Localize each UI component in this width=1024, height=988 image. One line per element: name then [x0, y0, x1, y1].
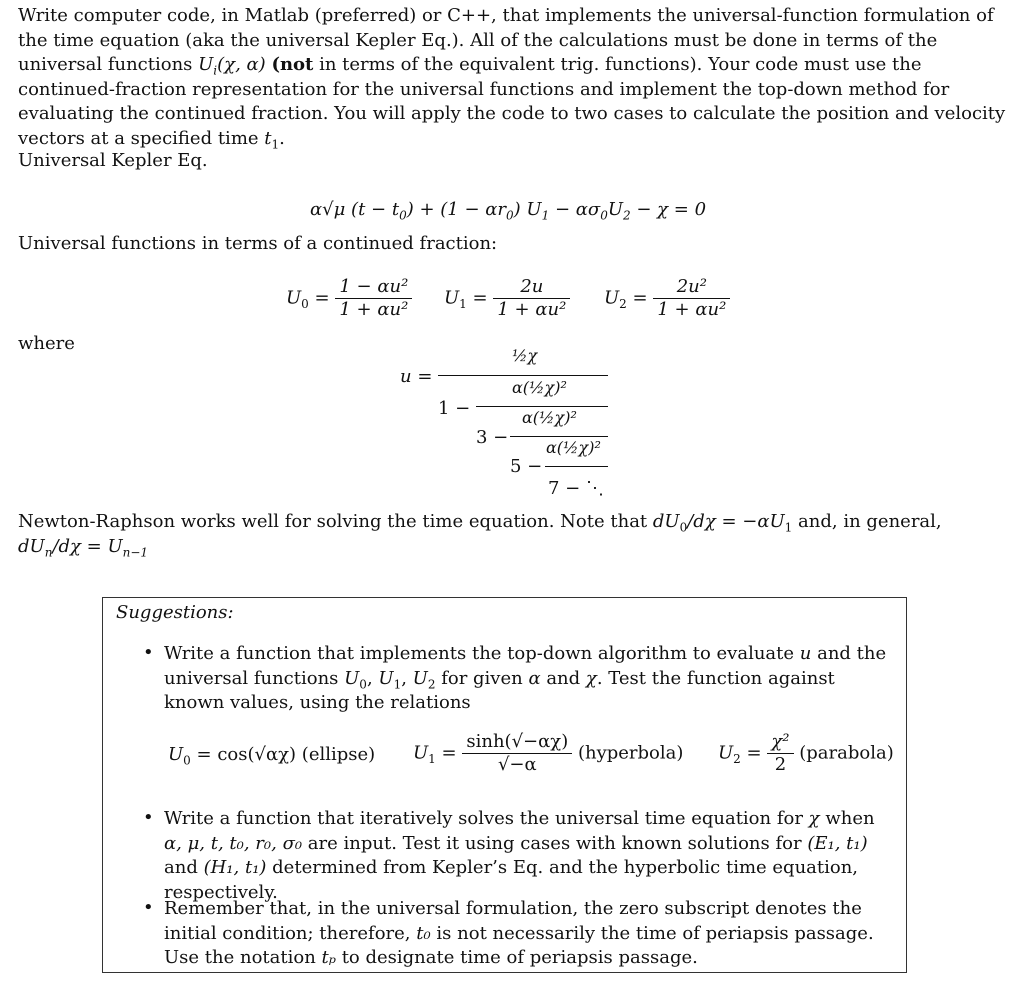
intro-fn-args: (χ, α) — [217, 54, 266, 75]
keq-c-sub: 1 — [541, 208, 550, 223]
u0-fraction — [335, 276, 412, 321]
intro-fn-sub: i — [213, 63, 218, 78]
kepler-equation — [310, 199, 707, 223]
intro-text-1: Write computer code, in Matlab (preferred) or C++, that implements the universal-function formulation of the time equation (aka the universal Kepler Eq.). All of the calculations must be done in terms of the universal functions — [18, 5, 994, 75]
s1-U2: U — [412, 667, 428, 689]
rel-u1-num: sinh(√−αχ) — [462, 731, 572, 754]
keq-e-sub: 2 — [623, 208, 631, 223]
rel-u0-rhs: = cos(√αχ) (ellipse) — [190, 744, 376, 765]
rel-u0 — [168, 744, 376, 768]
newton-d1b: /dχ = −αU — [687, 511, 785, 532]
keq-c: ) U — [513, 199, 542, 220]
rel-u1-tag: (hyperbola) — [577, 742, 684, 764]
newton-d1: dU — [652, 511, 680, 532]
cf-term-1: 1 − — [438, 398, 471, 419]
newton-paragraph — [18, 510, 1008, 559]
s1-U1: U — [378, 667, 394, 689]
bullet-dot-1: • — [143, 642, 154, 663]
rel-u1-label: U — [413, 742, 429, 764]
bullet-dot-3: • — [143, 897, 154, 918]
s1-chi: χ — [585, 667, 597, 689]
s1-U2-sub: 2 — [427, 677, 436, 692]
keq-a-sub: 0 — [399, 208, 407, 223]
s1-U1-sub: 1 — [393, 677, 402, 692]
u0-den: 1 + αu² — [339, 299, 409, 320]
u1-den: 1 + αu² — [497, 299, 567, 320]
u2-den: 1 + αu² — [657, 299, 727, 320]
u2-sub: 2 — [619, 297, 627, 312]
keq-f: − χ = 0 — [630, 199, 707, 220]
suggestion-1: Write a function that implements the top-down algorithm to evaluate u and the universal functions $U_0$, $U_1$, $U_2$ for given α and χ. Test the function against known values, using the relations — [164, 643, 887, 713]
u0-sub: 0 — [301, 297, 309, 312]
rel-u1-den: √−α — [497, 754, 537, 775]
cf-bar-3 — [510, 436, 608, 437]
ufunc-u0 — [286, 276, 412, 321]
cf-lhs: u = — [400, 366, 433, 387]
keq-d: − ασ — [549, 199, 601, 220]
u0-label: U — [286, 287, 302, 309]
u1-sub: 1 — [459, 297, 467, 312]
newton-d2: dU — [18, 535, 45, 557]
s1-text-4: and — [540, 667, 586, 689]
u2-num: 2u² — [653, 276, 730, 299]
keq-e: U — [607, 199, 623, 220]
newton-d1b-sub: 1 — [784, 520, 793, 535]
rel-u2-label: U — [718, 742, 734, 764]
newton-text-1: Newton-Raphson works well for solving the time equation. Note that — [18, 511, 653, 532]
rel-u2-eq: = — [746, 742, 762, 764]
s2-text-2: when — [819, 808, 875, 829]
u2-label: U — [604, 287, 620, 309]
rel-u2-den: 2 — [774, 754, 787, 775]
cf-term-5: 5 − — [510, 456, 543, 477]
rel-u2-num: χ² — [767, 731, 793, 754]
where-label: where — [18, 333, 75, 354]
cf-bar-2 — [476, 406, 608, 407]
rel-u1-sub: 1 — [428, 752, 436, 767]
cf-num-5: α(½χ)² — [546, 438, 601, 457]
kepler-heading: Universal Kepler Eq. — [18, 150, 208, 171]
u1-label: U — [444, 287, 460, 309]
s2-text-5: determined from Kepler’s Eq. and the hyperbolic time equation, respectively. — [164, 857, 859, 903]
s2-e1t1: (E₁, t₁) — [807, 832, 868, 854]
cf-num-3: α(½χ)² — [522, 408, 577, 427]
s3-t0: t₀ — [416, 922, 431, 944]
newton-d2-sub: n — [44, 545, 53, 560]
intro-end: . — [279, 127, 285, 149]
s1-alpha: α — [528, 667, 541, 689]
rel-u1-fraction — [462, 731, 572, 776]
s1-U0: U — [344, 667, 360, 689]
u1-num: 2u — [493, 276, 570, 299]
u1-fraction — [493, 276, 570, 321]
cf-heading: Universal functions in terms of a continued fraction: — [18, 233, 498, 254]
intro-fn: U — [198, 54, 214, 75]
u2-fraction — [653, 276, 730, 321]
s2-chi: χ — [808, 808, 820, 829]
ufunc-u1 — [444, 276, 570, 321]
keq-d-sub: 0 — [600, 208, 608, 223]
cf-top-num: ½χ — [512, 346, 538, 365]
intro-t1: t — [264, 127, 272, 149]
s2-text-4: and — [164, 857, 204, 878]
bullet-dot-2: • — [143, 807, 154, 828]
ufunc-u2 — [604, 276, 730, 321]
suggestion-2 — [164, 807, 894, 905]
s3-tp: tₚ — [321, 947, 336, 968]
s1-text-3: for given — [435, 667, 529, 689]
intro-text-2: in terms of the equivalent trig. functions). Your code must use the continued-fraction representation for the universal functions and implement the top-down method for evaluating the continued fraction. You will apply the code to two cases to calculate the position and velocity vectors at a specified time — [18, 54, 1006, 149]
s3-text-1: Remember that, in the universal formulation, the zero subscript denotes the initial condition; therefore, — [164, 898, 862, 944]
cf-num-1: α(½χ)² — [512, 378, 567, 397]
newton-d2b: /dχ = U — [52, 535, 123, 557]
s1-text-2: and the universal functions — [164, 643, 887, 689]
u1-eq: = — [472, 287, 488, 309]
s2-vars: α, μ, t, t₀, r₀, σ₀ — [164, 832, 303, 854]
u0-num: 1 − αu² — [335, 276, 412, 299]
rel-u0-label: U — [168, 744, 184, 765]
rel-u1 — [413, 731, 683, 776]
newton-d2b-sub: n−1 — [122, 545, 149, 560]
cf-bar-4 — [545, 466, 608, 467]
rel-u2-sub: 2 — [733, 752, 741, 767]
suggestions-title: Suggestions: — [116, 602, 234, 623]
s1-text-5: . Test the function against known values, using the relations — [164, 667, 835, 713]
u2-eq: = — [632, 287, 648, 309]
intro-paragraph — [18, 4, 1008, 151]
s2-h1t1: (H₁, t₁) — [203, 857, 267, 878]
s3-text-3: to designate time of periapsis passage. — [335, 947, 698, 968]
intro-not-bold: (not — [271, 54, 314, 75]
s1-text-1: Write a function that implements the top-down algorithm to evaluate — [164, 643, 800, 664]
newton-text-2: and, in general, — [792, 511, 942, 532]
s3-text-2: is not necessarily the time of periapsis passage. Use the notation — [164, 922, 874, 968]
s1-u: u — [799, 643, 812, 664]
rel-u2-tag: (parabola) — [799, 742, 894, 764]
cf-bar-1 — [438, 375, 608, 376]
rel-u2-fraction — [767, 731, 793, 776]
rel-u0-sub: 0 — [183, 753, 191, 768]
keq-b: ) + (1 − αr — [406, 199, 507, 220]
rel-u1-eq: = — [441, 742, 457, 764]
cf-term-7: 7 − ⋱ — [548, 478, 604, 499]
newton-d1-sub: 0 — [679, 520, 688, 535]
keq-b-sub: 0 — [506, 208, 514, 223]
intro-t1-sub: 1 — [271, 137, 280, 152]
rel-u2 — [718, 731, 894, 776]
u0-eq: = — [314, 287, 330, 309]
s1-U0-sub: 0 — [359, 677, 367, 692]
cf-term-3: 3 − — [476, 427, 509, 448]
s2-text-3: are input. Test it using cases with known solutions for — [302, 832, 808, 854]
keq-a: α√μ (t − t — [310, 199, 400, 220]
s2-text-1: Write a function that iteratively solves the universal time equation for — [164, 808, 809, 829]
suggestion-3 — [164, 897, 894, 971]
